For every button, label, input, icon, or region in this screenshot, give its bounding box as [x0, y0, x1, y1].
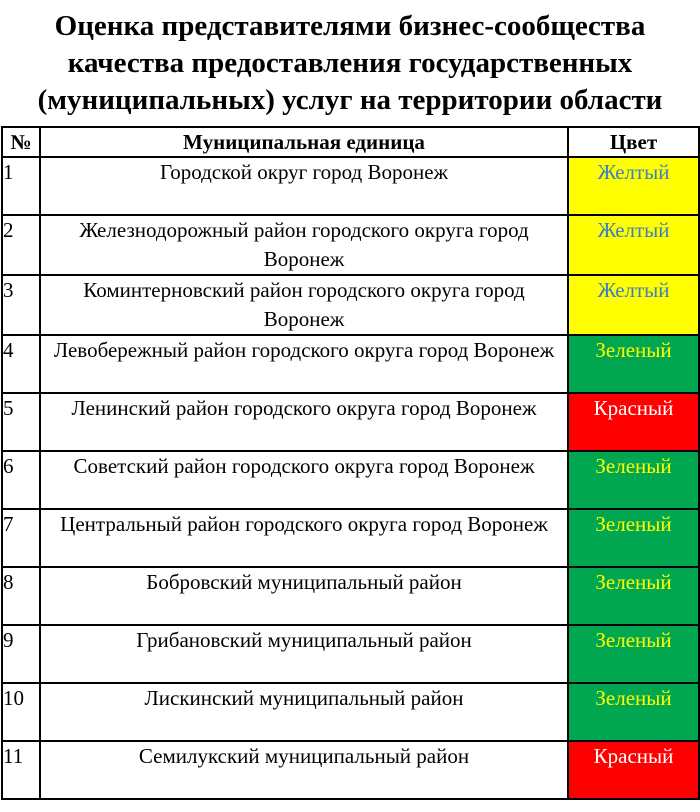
municipal-unit-name: Грибановский муниципальный район [40, 625, 568, 683]
color-status-cell: Зеленый [568, 451, 699, 509]
color-status-cell: Зеленый [568, 335, 699, 393]
row-number: 6 [2, 451, 40, 509]
header-color: Цвет [568, 127, 699, 157]
row-number: 8 [2, 567, 40, 625]
row-number: 2 [2, 215, 40, 275]
municipal-unit-name: Левобережный район городского округа город Воронеж [40, 335, 568, 393]
table-header-row [2, 127, 699, 157]
municipal-unit-name: Городской округ город Воронеж [40, 157, 568, 215]
municipal-unit-name: Железнодорожный район городского округа город Воронеж [40, 215, 568, 275]
table-row [2, 275, 699, 335]
color-status-cell: Желтый [568, 215, 699, 275]
table-row [2, 625, 699, 683]
municipal-unit-name: Центральный район городского округа город Воронеж [40, 509, 568, 567]
color-status-cell: Желтый [568, 157, 699, 215]
title-line: (муниципальных) услуг на территории области [37, 84, 663, 116]
row-number: 5 [2, 393, 40, 451]
page-title [0, 8, 700, 119]
municipal-unit-name: Семилукский муниципальный район [40, 741, 568, 799]
color-status-cell: Зеленый [568, 683, 699, 741]
municipal-unit-name: Коминтерновский район городского округа город Воронеж [40, 275, 568, 335]
row-number: 9 [2, 625, 40, 683]
table-row [2, 393, 699, 451]
municipal-unit-name: Лискинский муниципальный район [40, 683, 568, 741]
row-number: 7 [2, 509, 40, 567]
color-status-cell: Красный [568, 393, 699, 451]
table-row [2, 157, 699, 215]
title-line: качества предоставления государственных [67, 47, 633, 79]
municipal-unit-name: Ленинский район городского округа город Воронеж [40, 393, 568, 451]
color-status-cell: Зеленый [568, 625, 699, 683]
row-number: 11 [2, 741, 40, 799]
municipal-unit-name: Советский район городского округа город Воронеж [40, 451, 568, 509]
header-unit: Муниципальная единица [40, 127, 568, 157]
color-status-cell: Красный [568, 741, 699, 799]
municipal-table [1, 126, 700, 800]
table-row [2, 451, 699, 509]
table-row [2, 215, 699, 275]
table-row [2, 509, 699, 567]
row-number: 4 [2, 335, 40, 393]
table-row [2, 683, 699, 741]
table-row [2, 741, 699, 799]
header-num: № [2, 127, 40, 157]
municipal-unit-name: Бобровский муниципальный район [40, 567, 568, 625]
row-number: 3 [2, 275, 40, 335]
table-row [2, 335, 699, 393]
color-status-cell: Зеленый [568, 567, 699, 625]
color-status-cell: Желтый [568, 275, 699, 335]
row-number: 1 [2, 157, 40, 215]
row-number: 10 [2, 683, 40, 741]
title-line: Оценка представителями бизнес-сообщества [54, 10, 646, 42]
color-status-cell: Зеленый [568, 509, 699, 567]
table-row [2, 567, 699, 625]
